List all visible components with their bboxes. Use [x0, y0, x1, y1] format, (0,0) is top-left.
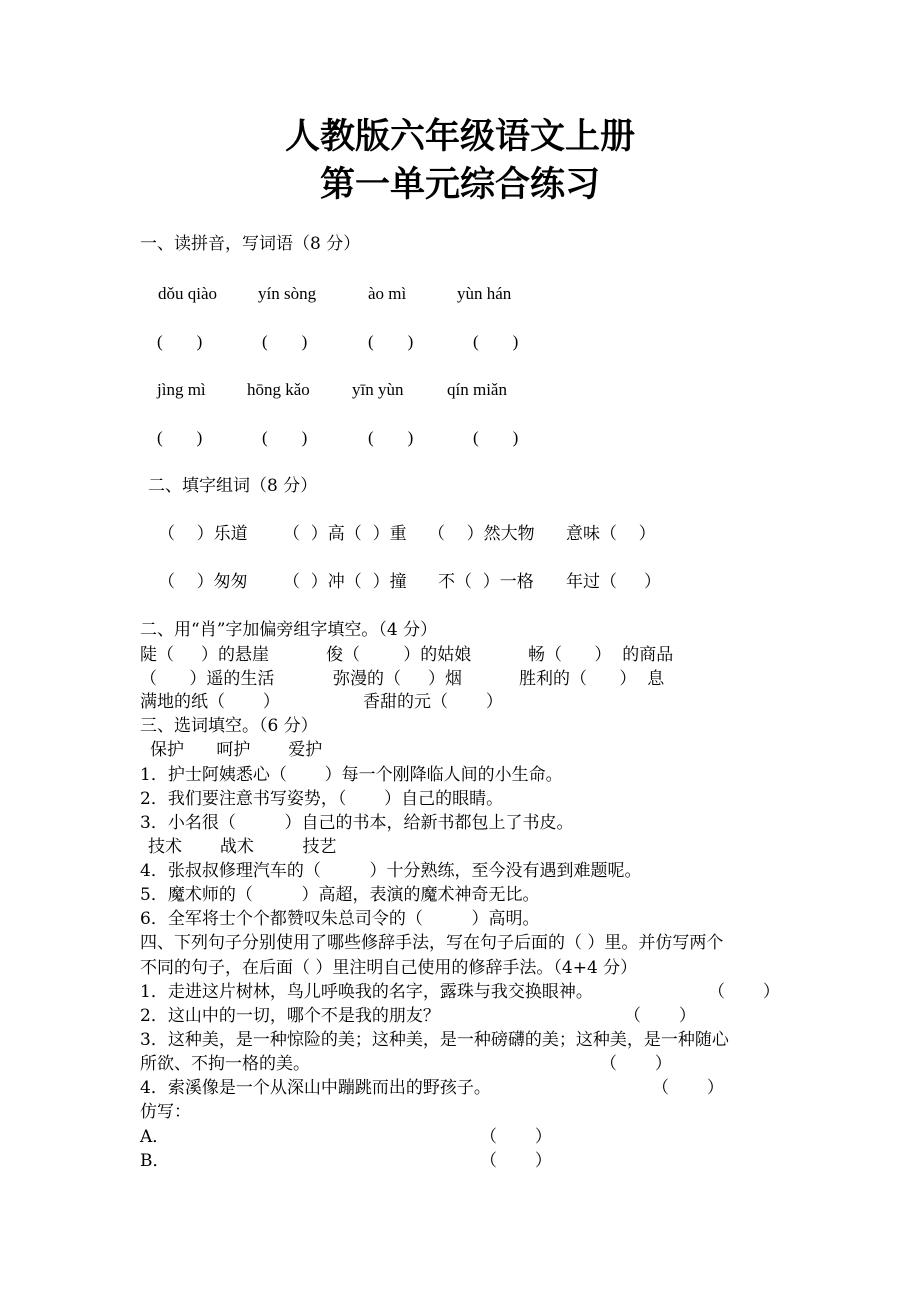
word-blank: 不（ ）一格	[438, 572, 534, 592]
pinyin: dǒu qiào	[158, 284, 218, 303]
imitate-label: 仿写：	[140, 1102, 191, 1122]
word-choices: 保护 呵护 爱护	[150, 740, 323, 760]
word-blank: （ ）匆匆	[158, 572, 248, 592]
answer-paren: （ ）	[624, 1006, 696, 1026]
answer-blank: ( )	[473, 332, 519, 351]
question-item: 5．魔术师的（ ）高超，表演的魔术神奇无比。	[140, 885, 540, 905]
answer-blank: ( )	[157, 428, 203, 447]
section-3-heading: 二、用“肖”字加偏旁组字填空。（4 分）	[140, 620, 438, 640]
word-choices: 技术 战术 技艺	[148, 837, 337, 857]
question-item: 4．索溪像是一个从深山中蹦跳而出的野孩子。	[140, 1078, 491, 1098]
pinyin: yín sòng	[258, 284, 317, 303]
question-item-cont: 所欲、不拘一格的美。	[140, 1054, 310, 1074]
fill-item: 陡（ ）的悬崖	[140, 645, 270, 665]
word-blank: （ ）乐道	[158, 524, 248, 544]
section-4-heading: 三、选词填空。（6 分）	[140, 716, 318, 736]
imitate-item-a: A．	[140, 1127, 170, 1147]
question-item: 1．护士阿姨悉心（ ）每一个刚降临人间的小生命。	[140, 765, 563, 785]
answer-paren: （ ）	[480, 1127, 552, 1147]
pinyin: yùn hán	[457, 284, 512, 303]
question-item: 3．这种美，是一种惊险的美；这种美，是一种磅礴的美；这种美，是一种随心	[140, 1030, 729, 1050]
word-blank: 年过（ ）	[566, 572, 662, 592]
question-item: 2．这山中的一切，哪个不是我的朋友？	[140, 1006, 440, 1026]
answer-paren: （ ）	[652, 1078, 724, 1098]
pinyin: qín miǎn	[447, 380, 507, 399]
document-subtitle: 第一单元综合练习	[319, 164, 600, 205]
answer-paren: （ ）	[600, 1054, 672, 1074]
answer-blank: ( )	[368, 332, 414, 351]
section-1-heading: 一、读拼音，写词语（8 分）	[140, 234, 361, 254]
answer-blank: ( )	[262, 332, 308, 351]
fill-item: 弥漫的（ ）烟	[333, 669, 463, 689]
fill-item: 香甜的元（ ）	[363, 692, 503, 712]
pinyin: jìng mì	[157, 380, 206, 399]
question-item: 1．走进这片树林，鸟儿呼唤我的名字，露珠与我交换眼神。	[140, 982, 593, 1002]
fill-item: （ ）遥的生活	[140, 669, 275, 689]
imitate-item-b: B．	[140, 1151, 170, 1171]
pinyin: hōng kǎo	[247, 380, 310, 399]
fill-item: 俊（ ）的姑娘	[326, 645, 472, 665]
word-blank: 意味（ ）	[566, 524, 656, 544]
answer-blank: ( )	[157, 332, 203, 351]
answer-paren: （ ）	[708, 982, 780, 1002]
answer-blank: ( )	[473, 428, 519, 447]
word-blank: （ ）然大物	[428, 524, 535, 544]
section-5-heading-cont: 不同的句子，在后面（ ）里注明自己使用的修辞手法。（4+4 分）	[140, 958, 638, 978]
question-item: 3．小名很（ ）自己的书本，给新书都包上了书皮。	[140, 813, 574, 833]
fill-item: 满地的纸（ ）	[140, 692, 280, 712]
fill-item: 胜利的（ ） 息	[519, 669, 665, 689]
question-item: 4．张叔叔修理汽车的（ ）十分熟练，至今没有遇到难题呢。	[140, 861, 642, 881]
section-2-heading: 二、填字组词（8 分）	[148, 476, 318, 496]
pinyin: ào mì	[368, 284, 407, 303]
question-item: 2．我们要注意书写姿势，（ ）自己的眼睛。	[140, 789, 504, 809]
answer-blank: ( )	[368, 428, 414, 447]
question-item: 6．全军将士个个都赞叹朱总司令的（ ）高明。	[140, 909, 540, 929]
word-blank: （ ）冲（ ）撞	[283, 572, 407, 592]
answer-blank: ( )	[262, 428, 308, 447]
word-blank: （ ）高（ ）重	[283, 524, 407, 544]
document-title: 人教版六年级语文上册	[284, 116, 635, 157]
pinyin: yīn yùn	[352, 380, 404, 399]
fill-item: 畅（ ） 的商品	[528, 645, 674, 665]
answer-paren: （ ）	[480, 1151, 552, 1171]
section-5-heading: 四、下列句子分别使用了哪些修辞手法，写在句子后面的（ ）里。并仿写两个	[140, 933, 724, 953]
